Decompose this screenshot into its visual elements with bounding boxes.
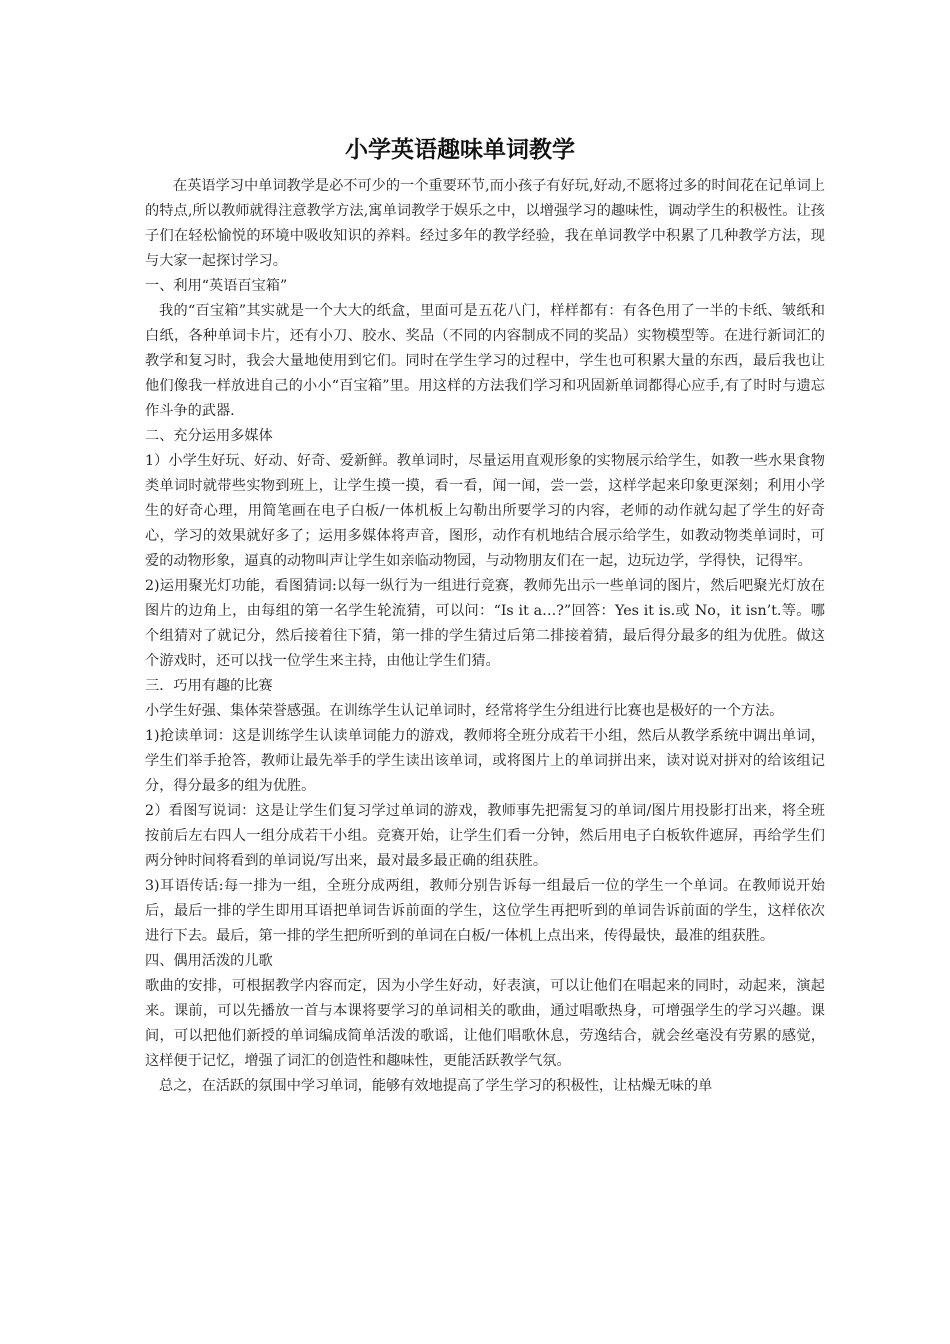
section-3-item-2: 2）看图写说词：这是让学生们复习学过单词的游戏，教师事先把需复习的单词/图片用投影打出来，将全班按前后左右四人一组分成若干小组。竞赛开始，让学生们看一分钟，然后用电子白板软件遮屏，再给学生们两分钟时间将看到的单词说/写出来，最对最多最正确的组获胜。	[145, 803, 825, 869]
section-heading-3: 三．巧用有趣的比赛	[145, 678, 273, 694]
section-2-item-1: 1）小学生好玩、好动、好奇、爱新鲜。教单词时，尽量运用直观形象的实物展示给学生，如教一些水果食物类单词时就带些实物到班上，让学生摸一摸，看一看，闻一闻，尝一尝，这样学起来印象更深刻；利用小学生的好奇心理，用简笔画在电子白板/一体机板上勾勒出所要学习的内容，老师的动作就勾起了学生的好奇心，学习的效果就好多了；运用多媒体将声音，图形，动作有机地结合展示给学生，如教动物类单词时，可爱的动物形象，逼真的动物叫声让学生如亲临动物园，与动物朋友们在一起，边玩边学，学得快，记得牢。	[145, 453, 825, 569]
conclusion-paragraph: 总之，在活跃的氛围中学习单词，能够有效地提高了学生学习的积极性，让枯燥无味的单	[159, 1078, 713, 1094]
document-title: 小学英语趣味单词教学	[345, 136, 575, 163]
section-heading-1: 一、利用“英语百宝箱”	[145, 278, 288, 294]
document-body	[145, 174, 825, 1099]
section-3-intro: 小学生好强、集体荣誉感强。在训练学生认记单词时，经常将学生分组进行比赛也是极好的一个方法。	[145, 703, 784, 719]
section-2-item-2: 2)运用聚光灯功能，看图猜词:以每一纵行为一组进行竞赛，教师先出示一些单词的图片，然后吧聚光灯放在图片的边角上，由每组的第一名学生轮流猜，可以问：“Is it a…?”回答：Yes it is.或 No，it isn’t.等。哪个组猜对了就记分，然后接着往下猜，第一排的学生猜过后第二排接着猜，最后得分最多的组为优胜。做这个游戏时，还可以找一位学生来主持，由他让学生们猜。	[145, 578, 825, 669]
section-heading-4: 四、偶用活泼的儿歌	[145, 953, 273, 969]
section-3-item-1: 1)抢读单词：这是训练学生认读单词能力的游戏，教师将全班分成若干小组，然后从教学系统中调出单词，学生们举手抢答，教师让最先举手的学生读出该单词，或将图片上的单词拼出来，读对说对拼对的给该组记分，得分最多的组为优胜。	[145, 728, 825, 794]
section-heading-2: 二、充分运用多媒体	[145, 428, 273, 444]
intro-paragraph: 在英语学习中单词教学是必不可少的一个重要环节,而小孩子有好玩,好动,不愿将过多的时间花在记单词上的特点,所以教师就得注意教学方法,寓单词教学于娱乐之中，以增强学习的趣味性，调动学生的积极性。让孩子们在轻松愉悦的环境中吸收知识的养料。经过多年的教学经验，我在单词教学中积累了几种教学方法，现与大家一起探讨学习。	[145, 178, 825, 269]
section-4-paragraph: 歌曲的安排，可根据教学内容而定，因为小学生好动，好表演，可以让他们在唱起来的同时，动起来，演起来。课前，可以先播放一首与本课将要学习的单词相关的歌曲，通过唱歌热身，可增强学生的学习兴趣。课间，可以把他们新授的单词编成简单活泼的歌谣，让他们唱歌休息，劳逸结合，就会丝毫没有劳累的感觉，这样便于记忆，增强了词汇的创造性和趣味性，更能活跃教学气氛。	[145, 978, 825, 1069]
section-1-paragraph: 我的“百宝箱”其实就是一个大大的纸盒，里面可是五花八门，样样都有：有各色用了一半的卡纸、皱纸和白纸，各种单词卡片，还有小刀、胶水、奖品（不同的内容制成不同的奖品）实物模型等。在进行新词汇的教学和复习时，我会大量地使用到它们。同时在学生学习的过程中，学生也可积累大量的东西，最后我也让他们像我一样放进自己的小小“百宝箱”里。用这样的方法我们学习和巩固新单词都得心应手,有了时时与遗忘作斗争的武器.	[145, 303, 825, 419]
section-3-item-3: 3)耳语传话:每一排为一组，全班分成两组，教师分别告诉每一组最后一位的学生一个单词。在教师说开始后，最后一排的学生即用耳语把单词告诉前面的学生，这位学生再把听到的单词告诉前面的学生，这样依次进行下去。最后，第一排的学生把所听到的单词在白板/一体机上点出来，传得最快，最准的组获胜。	[145, 878, 825, 944]
